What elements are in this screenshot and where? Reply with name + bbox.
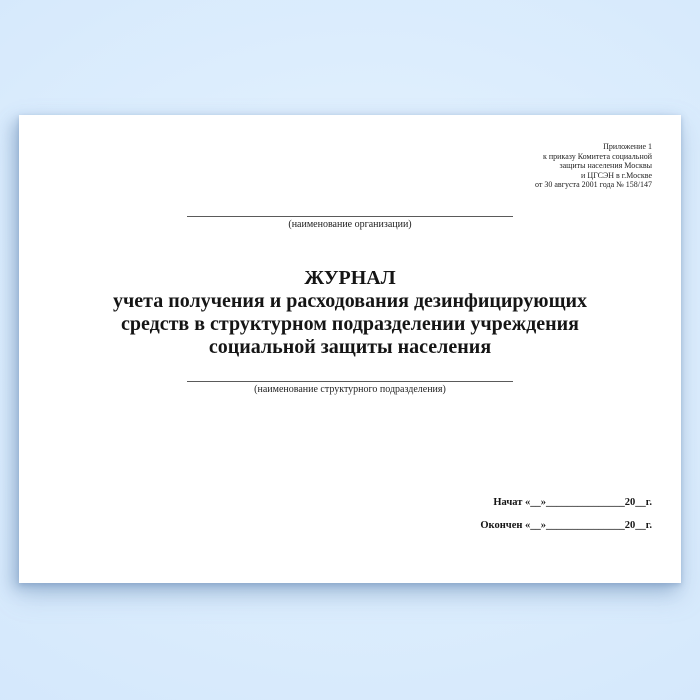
started-date-line: Начат «__»_______________20__г. bbox=[493, 497, 652, 508]
organization-name-caption: (наименование организации) bbox=[288, 219, 412, 230]
unit-name-blank-line bbox=[187, 376, 513, 382]
journal-dates-block bbox=[480, 496, 652, 532]
organization-name-blank-line bbox=[187, 211, 513, 217]
annex-line: и ЦГСЭН в г.Москве bbox=[581, 170, 652, 180]
annex-line: защиты населения Москвы bbox=[559, 161, 652, 171]
journal-title-line: средств в структурном подразделении учреждения bbox=[121, 313, 579, 335]
annex-line: от 30 августа 2001 года № 158/147 bbox=[534, 180, 652, 190]
finished-date-line: Окончен «__»_______________20__г. bbox=[480, 520, 652, 531]
journal-title bbox=[19, 267, 681, 359]
annex-line: Приложение 1 bbox=[603, 142, 652, 151]
unit-name-section bbox=[187, 376, 513, 395]
journal-cover-page bbox=[19, 115, 681, 583]
annex-reference-block bbox=[535, 142, 652, 190]
journal-title-line: учета получения и расходования дезинфицирующих bbox=[113, 290, 587, 312]
organization-name-section bbox=[187, 211, 513, 230]
unit-name-caption: (наименование структурного подразделения) bbox=[254, 384, 446, 395]
journal-title-line: ЖУРНАЛ bbox=[304, 267, 396, 289]
journal-title-line: социальной защиты населения bbox=[208, 336, 492, 358]
annex-line: к приказу Комитета социальной bbox=[542, 151, 652, 161]
